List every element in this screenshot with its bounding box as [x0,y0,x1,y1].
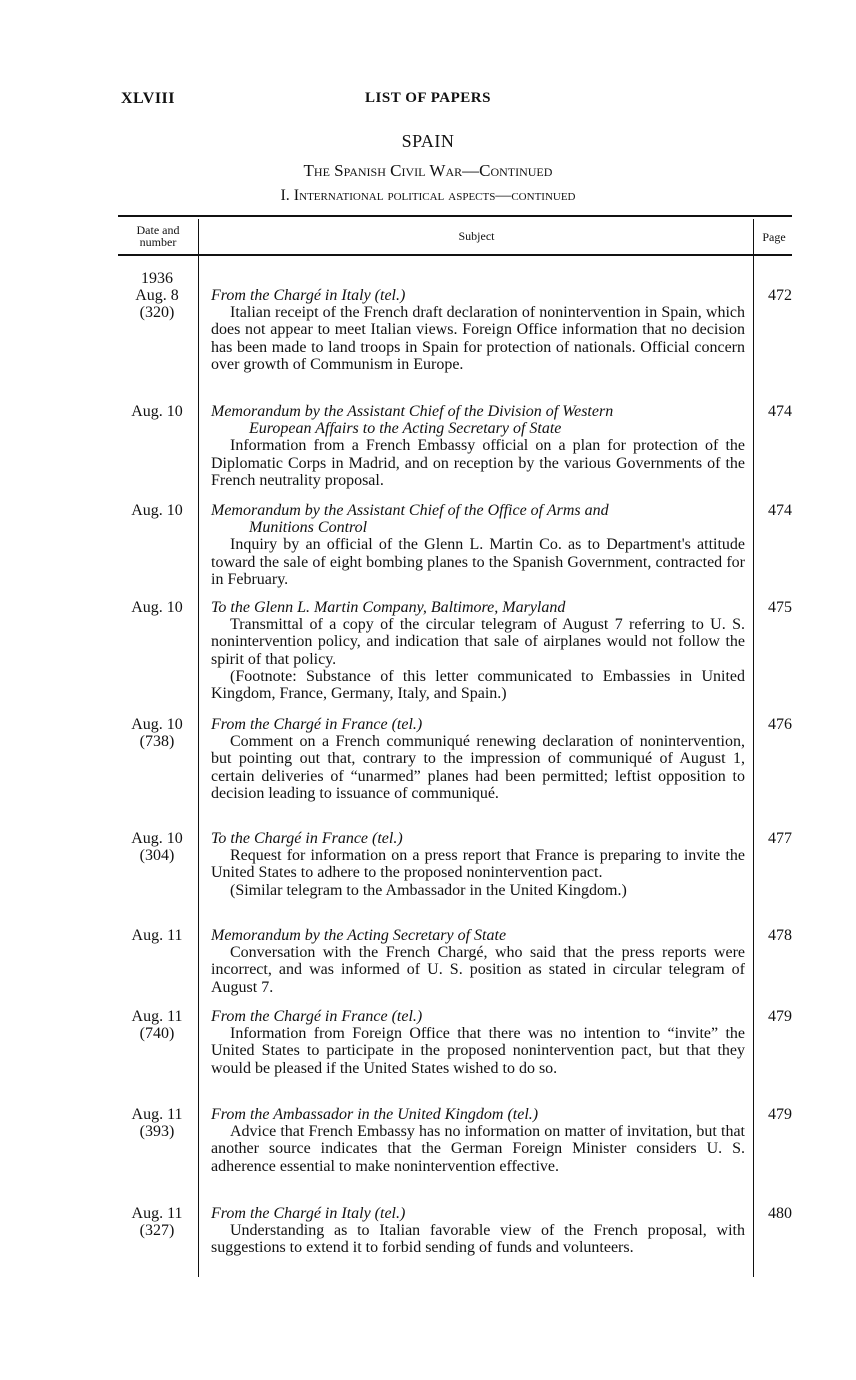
entry-page: 476 [768,716,792,733]
entry-title: From the Chargé in Italy (tel.) [211,1205,406,1222]
column-header-page: Page [762,230,786,244]
entry-date [118,270,196,321]
entry-title: From the Chargé in France (tel.) [211,1008,423,1025]
entry-description: Transmittal of a copy of the circular telegram of August 7 referring to U. S. nonintervention policy, and indication that sale of airplanes would not follow the spirit of that policy. [211,616,745,668]
entry-title: From the Chargé in Italy (tel.) [211,287,406,304]
entry-title: From the Ambassador in the United Kingdom (tel.) [211,1106,539,1123]
entry-subject [211,927,745,996]
entry-date-text: Aug. 10 [131,599,183,616]
table-header-rule [118,254,792,256]
entry-description: Italian receipt of the French draft declaration of nonintervention in Spain, which does not appear to meet Italian views. Foreign Office information that no decision has been made to land troops in Spain for protection of nationals. Official concern over growth of Communism in Europe. [211,304,745,373]
table-top-rule [118,215,792,217]
column-header-date: Date and number [136,223,180,249]
entry-date-text: Aug. 10 [131,830,183,847]
entry-description: Understanding as to Italian favorable view of the French proposal, with suggestions to extend it to forbid sending of funds and volunteers. [211,1222,745,1257]
running-title: LIST OF PAPERS [365,90,491,106]
entry-title: To the Glenn L. Martin Company, Baltimore, Maryland [211,599,566,616]
entry-number: (740) [139,1025,175,1042]
entry-date-text: Aug. 10 [131,716,183,733]
entry-date-text: Aug. 11 [131,927,183,944]
entry-subject [211,716,745,802]
entry-date-text: Aug. 10 [131,403,183,420]
column-divider-right [753,219,754,1277]
entry-date [118,1106,196,1140]
entry-date [118,1205,196,1239]
entry-description: Information from a French Embassy official on a plan for protection of the Diplomatic Corps in Madrid, and on reception by the various Governments of the French neutrality proposal. [211,437,745,489]
entry-date [118,599,196,616]
entry-number: (320) [139,304,175,321]
entry-page: 479 [768,1008,792,1025]
entry-title: Memorandum by the Assistant Chief of the Office of Arms and [211,502,609,519]
entry-number: (393) [139,1123,175,1140]
entry-page: 474 [768,403,792,420]
entry-description: Comment on a French communiqué renewing declaration of nonintervention, but pointing out that, contrary to the impression of communiqué of August 1, certain deliveries of “unarmed” planes had been permitted; leftist opposition to decision leading to issuance of communiqué. [211,733,745,802]
entry-date [118,927,196,944]
entry-number: (738) [139,733,175,750]
entry-date-text: Aug. 11 [131,1205,183,1222]
entry-date [118,830,196,864]
entry-date-text: Aug. 11 [131,1106,183,1123]
entry-description: Request for information on a press report that France is preparing to invite the United States to adhere to the proposed nonintervention pact. [211,847,745,882]
entry-description: Information from Foreign Office that there was no intention to “invite” the United States to participate in the proposed nonintervention pact, but that they would be pleased if the United States wished to do so. [211,1025,745,1077]
entry-date [118,403,196,420]
entry-description: Advice that French Embassy has no information on matter of invitation, but that another source indicates that the German Foreign Minister considers U. S. adherence essential to make nonintervention effective. [211,1123,745,1175]
entry-subject [211,1205,745,1257]
entry-description: Inquiry by an official of the Glenn L. Martin Co. as to Department's attitude toward the sale of eight bombing planes to the Spanish Government, contracted for in February. [211,536,745,588]
entry-description: Conversation with the French Chargé, who said that the press reports were incorrect, and was informed of U. S. position as stated in circular telegram of August 7. [211,944,745,996]
entry-date [118,502,196,519]
entry-page: 477 [768,830,792,847]
column-divider-left [198,219,199,1277]
entry-page: 474 [768,502,792,519]
entry-title: Memorandum by the Acting Secretary of State [211,927,507,944]
entry-subject [211,502,745,588]
topic-heading: The Spanish Civil War—Continued [303,161,553,180]
entry-page: 480 [768,1205,792,1222]
entry-date-text: Aug. 10 [131,502,183,519]
entry-page: 479 [768,1106,792,1123]
section-heading [0,187,856,205]
entry-subject [211,599,745,702]
entry-subject [211,830,745,899]
entry-date-text: Aug. 8 [135,287,179,304]
entry-year: 1936 [141,270,173,287]
entry-number: (304) [139,847,175,864]
entry-footnote: (Similar telegram to the Ambassador in the United Kingdom.) [230,881,627,899]
entry-number: (327) [139,1222,175,1239]
entry-title: To the Chargé in France (tel.) [211,830,403,847]
entry-title: From the Chargé in France (tel.) [211,716,423,733]
entry-footnote: (Footnote: Substance of this letter communicated to Embassies in United Kingdom, France, Germany, Italy, and Spain.) [211,667,745,703]
entry-subject [211,1008,745,1077]
entry-subject [211,1106,745,1175]
column-header-subject: Subject [458,229,495,243]
country-heading: SPAIN [401,131,455,151]
entry-page: 472 [768,287,792,304]
section-heading-text: I. International political aspects—continued [280,187,576,204]
entry-date [118,1008,196,1042]
entry-subject [211,403,745,489]
entry-title: Memorandum by the Assistant Chief of the Division of Western [211,403,614,420]
page-roman-numeral: XLVIII [121,90,175,107]
entry-page: 478 [768,927,792,944]
entry-title-continued: European Affairs to the Acting Secretary of State [249,420,562,438]
entry-subject [211,287,745,373]
entry-date [118,716,196,750]
entry-title-continued: Munitions Control [249,519,368,537]
entry-page: 475 [768,599,792,616]
entry-date-text: Aug. 11 [131,1008,183,1025]
